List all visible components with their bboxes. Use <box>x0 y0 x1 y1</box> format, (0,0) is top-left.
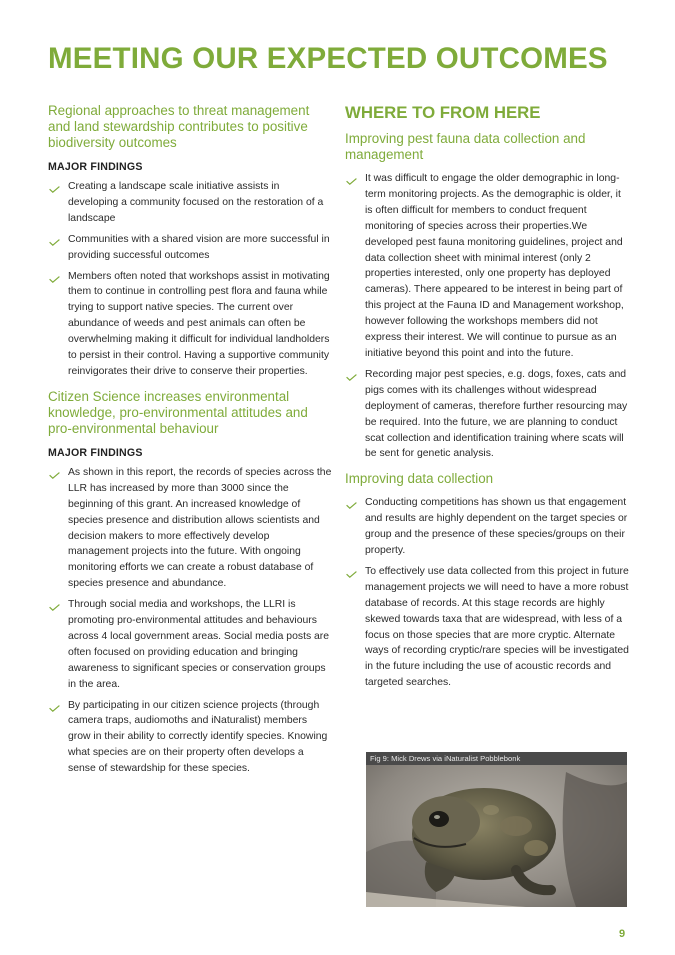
section-heading-data-collection: Improving data collection <box>345 471 494 487</box>
list-item-text: Recording major pest species, e.g. dogs, foxes, cats and pigs comes with its challenges without widespread deployment of cameras, therefore further resourcing may be required. Into the future, we are planning to conduct scat collection and identification training where scats will be sent for genetic analysis. <box>365 368 628 460</box>
where-to-heading: WHERE TO FROM HERE <box>345 103 541 122</box>
list-item <box>345 564 630 691</box>
page-title: MEETING OUR EXPECTED OUTCOMES <box>48 42 608 75</box>
frog-photo-figure <box>366 752 627 907</box>
right-column <box>345 103 630 696</box>
check-icon <box>49 236 60 243</box>
check-icon <box>49 702 60 709</box>
list-item <box>345 495 630 559</box>
major-findings-label: MAJOR FINDINGS <box>48 161 143 173</box>
check-icon <box>346 499 357 506</box>
check-icon <box>346 568 357 575</box>
list-item-text: It was difficult to engage the older demographic in long-term monitoring projects. As the demographic is older, it is often difficult for members to conduct frequent monitoring of species across their properties.We developed pest fauna monitoring guidelines, project and data collection sheet with minimal interest (only 2 properties interested, only one property has deployed cameras). There appeared to be interest in being part of this project at the Fauna ID and Management workshop, however following the workshops members did not express their interest. We will continue to pursue as an initiative beyond this point and into the future. <box>365 173 624 359</box>
list-item <box>48 269 332 380</box>
section-heading-citizen-science: Citizen Science increases environmental knowledge, pro-environmental attitudes and pro-environmental behaviour <box>48 388 308 436</box>
findings-list <box>48 179 332 380</box>
major-findings-label: MAJOR FINDINGS <box>48 446 143 459</box>
check-icon <box>346 175 357 182</box>
list-item-text: To effectively use data collected from this project in future management projects we will need to have a more robust database of records. At this stage records are highly skewed towards taxa that are widespread, with less of a focus on those species that are more cryptic. Alternate ways of recording cryptic/rare species will be investigated in the future including the use of acoustic records and targeted searches. <box>365 565 629 689</box>
check-icon <box>49 273 60 280</box>
list-item <box>345 367 630 462</box>
section-heading-pest-fauna: Improving pest fauna data collection and management <box>345 131 586 162</box>
list-item-text: Through social media and workshops, the LLRI is promoting pro-environmental attitudes and behaviours across 4 local government areas. Social media posts are often focused on providing education and bringing awareness to significant species or conservation groups in the area. <box>68 599 330 690</box>
list-item <box>48 465 332 592</box>
left-column <box>48 103 332 782</box>
list-item <box>345 171 630 362</box>
check-icon <box>49 469 60 476</box>
check-icon <box>346 371 357 378</box>
pobblebonk-frog-photo <box>366 752 627 907</box>
plans-list <box>345 171 630 462</box>
list-item-text: Communities with a shared vision are more successful in providing successful outcomes <box>68 233 330 261</box>
page-number: 9 <box>619 928 626 940</box>
list-item-text: Creating a landscape scale initiative assists in developing a community focused on the restoration of a landscape <box>68 181 324 224</box>
list-item <box>48 597 332 692</box>
check-icon <box>49 183 60 190</box>
list-item-text: Members often noted that workshops assist in motivating them to continue in controlling pest flora and fauna while trying to support native species. The current over abundance of weeds and pest animals can often be overwhelming making it difficult for individual landholders to persist in their control. Having a supportive community reinvigorates their drive to conserve their properties. <box>68 270 330 377</box>
list-item-text: As shown in this report, the records of species across the LLR has increased by more than 3000 since the beginning of this grant. An increased knowledge of species presence and distribution allows scientists and decision makers to more effectively develop management projects into the future. With ongoing monitoring efforts we can create a robust database of species presence and abundance. <box>68 466 332 590</box>
list-item-text: By participating in our citizen science projects (through camera traps, audiomoths and iNaturalist) members grow in their ability to correctly identify species. Knowing what species are on their property often develops a sense of stewardship for these species. <box>68 699 328 775</box>
section-heading-threat-management: Regional approaches to threat management and land stewardship contributes to positive biodiversity outcomes <box>48 103 310 150</box>
check-icon <box>49 601 60 608</box>
list-item-text: Conducting competitions has shown us that engagement and results are highly dependent on the target species or group and the presence of these species/groups on their property. <box>365 497 628 557</box>
list-item <box>48 179 332 227</box>
findings-list <box>48 465 332 777</box>
list-item <box>48 698 332 778</box>
list-item <box>48 232 332 264</box>
plans-list <box>345 495 630 691</box>
figure-caption: Fig 9: Mick Drews via iNaturalist Pobblebonk <box>366 752 627 765</box>
